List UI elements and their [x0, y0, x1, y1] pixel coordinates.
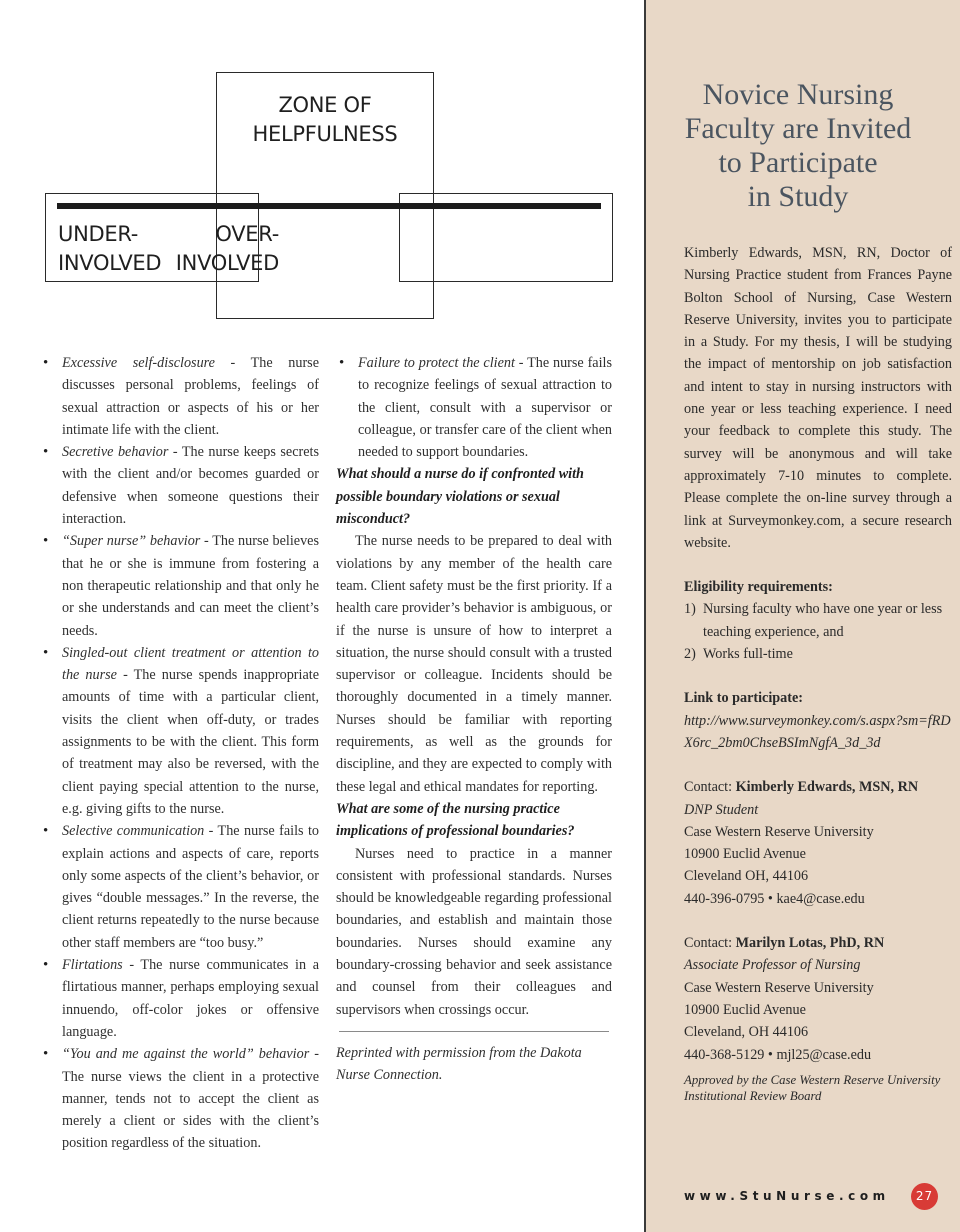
sidebar-body: [684, 242, 952, 1104]
list-item: [684, 643, 952, 665]
link-heading: Link to participate:: [684, 690, 804, 707]
question-heading: What should a nurse do if confronted with possible boundary violations or sexual misconduct?: [336, 466, 584, 528]
bullet-term: Secretive behavior: [62, 444, 169, 461]
bullet-text: The nurse keeps secrets with the client and/or becomes guarded or defensive when someone questions their interaction.: [62, 444, 320, 528]
continuum-bar: [57, 203, 601, 209]
title-line: Faculty are Invited: [684, 112, 912, 145]
contact-role: DNP Student: [684, 801, 759, 818]
contact-street: 10900 Euclid Avenue: [684, 1001, 806, 1018]
list-item: • “Super nurse” behavior - The nurse believes that he or she is immune from fostering a non therapeutic relationship and that only he or she understands and can meet the client’s needs.: [40, 530, 319, 641]
bullet-text: The nurse believes that he or she is immune from fostering a non therapeutic relationship and that only he or she understands and can meet the client’s needs.: [62, 533, 319, 639]
bullet-term: Flirtations: [62, 957, 123, 974]
reprint-credit: Reprinted with permission from the Dakota Nurse Connection.: [336, 1044, 582, 1084]
bullet-term: Failure to protect the client: [358, 355, 515, 371]
warning-signs-list: [40, 352, 319, 1155]
sidebar-title: [646, 78, 950, 214]
contact-phone-email[interactable]: 440-396-0795 • kae4@case.edu: [684, 890, 865, 907]
contact-name: Kimberly Edwards, MSN, RN: [735, 779, 919, 796]
page-number-badge: 27: [911, 1183, 938, 1210]
title-line: Novice Nursing: [702, 78, 894, 111]
item-text: Nursing faculty who have one year or less teaching experience, and: [703, 601, 943, 640]
item-number: 1): [684, 601, 696, 618]
contact-label: Contact:: [684, 935, 733, 952]
list-item: [684, 598, 952, 643]
zone-label-line2: HELPFULNESS: [252, 122, 398, 146]
contact-street: 10900 Euclid Avenue: [684, 846, 806, 863]
list-item: • Flirtations - The nurse communicates in a flirtatious manner, perhaps employing sexual innuendo, off-color jokes or offensive language.: [40, 954, 319, 1043]
list-item: • Singled-out client treatment or attention to the nurse - The nurse spends inappropriate amounts of time with a particular client, visits the client when off-duty, or trades assignments to be with the client. This form of treatment may also be reversed, with the client paying special attention to the nurse, e.g. giving gifts to the nurse.: [40, 642, 319, 820]
bullet-text: The nurse fails to explain actions and aspects of care, reports only some aspects of the client’s behavior, or gives “double messages.” In the reverse, the client returns repeatedly to the nurse because other staff members are “too busy.”: [62, 823, 319, 951]
over-label-line2: INVOLVED: [175, 251, 279, 275]
zone-label: [216, 91, 434, 149]
under-label-line2: INVOLVED: [58, 251, 162, 275]
list-item: • Failure to protect the client - The nurse fails to recognize feelings of sexual attraction to the client, consult with a supervisor or colleague, or transfer care of the client when needed to support boundaries.: [336, 352, 612, 463]
bullet-term: “Super nurse” behavior: [62, 533, 201, 550]
over-label-line1: OVER-: [215, 222, 279, 246]
survey-link[interactable]: http://www.surveymonkey.com/s.aspx?sm=fRDX6rc_2bm0ChseBSImNgfA_3d_3d: [684, 712, 951, 751]
under-label-line1: UNDER-: [58, 222, 139, 246]
bullet-text: The nurse views the client in a protective manner, tends not to accept the client as merely a client or sides with the client’s position regardless of the situation.: [62, 1068, 319, 1152]
item-number: 2): [684, 646, 696, 663]
irb-approval-note: Approved by the Case Western Reserve University Institutional Review Board: [684, 1072, 941, 1103]
question-heading: What are some of the nursing practice implications of professional boundaries?: [336, 800, 575, 840]
title-line: in Study: [747, 180, 849, 213]
bullet-term: Excessive self-disclosure: [62, 355, 215, 371]
list-item: • Selective communication - The nurse fails to explain actions and aspects of care, reports only some aspects of the client’s behavior, or gives “double messages.” In the reverse, the client returns repeatedly to the nurse because other staff members are “too busy.”: [40, 820, 319, 954]
answer-paragraph: Nurses need to practice in a manner consistent with professional standards. Nurses should be knowledgeable regarding professional boundaries, and establish and maintain those boundaries. Nurses should examine any boundary-crossing behavior and seek assistance and counsel from their colleagues and supervisors when crossings occur.: [336, 845, 612, 1018]
contact-block-1: [684, 776, 952, 910]
article-column-2: [336, 352, 612, 1087]
title-line: to Participate: [718, 146, 878, 179]
study-sidebar: [644, 0, 960, 1232]
sidebar-intro: Kimberly Edwards, MSN, RN, Doctor of Nursing Practice student from Frances Payne Bolton School of Nursing, Case Western Reserve University, invites you to participate in a Study. For my thesis, I will be studying the impact of mentorship on job satisfaction and intent to stay in nursing instructors with one year or less teaching experience. I need your feedback to complete this study. The survey will be anonymous and will take approximately 7-10 minutes to complete. Please complete the on-line survey through a link at Surveymonkey.com, a secure research website.: [684, 245, 952, 551]
bullet-text: The nurse spends inappropriate amounts of time with a particular client, visits the client when off-duty, or trades assignments to be with the client. This form of treatment may also be reversed, with the client paying special attention to the nurse, e.g. giving gifts to the nurse.: [62, 667, 319, 817]
answer-paragraph: The nurse needs to be prepared to deal with violations by any member of the health care team. Client safety must be the first priority. If a health care provider’s behavior is ambiguous, or if the nurse is unsure of how to interpret a situation, the nurse should consult with a trusted supervisor or colleague. Incidents should be thoroughly documented in a timely manner. Nurses should be familiar with reporting requirements, as well as the grounds for discipline, and they are expected to comply with these legal and ethical mandates for reporting.: [336, 533, 612, 795]
bullet-text: The nurse discusses personal problems, feelings of sexual attraction or aspects of his or her intimate life with the client.: [62, 355, 319, 438]
bullet-term: Singled-out client treatment or attention to the nurse: [62, 644, 319, 684]
contact-org: Case Western Reserve University: [684, 979, 874, 996]
footer-website[interactable]: www.StuNurse.com: [684, 1189, 890, 1203]
contact-role: Associate Professor of Nursing: [684, 957, 861, 974]
bullet-text: The nurse fails to recognize feelings of sexual attraction to the client, consult with a supervisor or colleague, or transfer care of the client when needed to support boundaries.: [358, 355, 612, 461]
list-item: • Secretive behavior - The nurse keeps secrets with the client and/or becomes guarded or defensive when someone questions their interaction.: [40, 441, 319, 530]
divider: [339, 1031, 609, 1032]
bullet-term: “You and me against the world” behavior: [62, 1046, 310, 1063]
article-column-1: [40, 352, 319, 1155]
list-item: • “You and me against the world” behavior - The nurse views the client in a protective manner, tends not to accept the client as merely a client or sides with the client’s position regardless of the situation.: [40, 1043, 319, 1154]
contact-label: Contact:: [684, 779, 733, 796]
under-involved-label: [58, 220, 161, 278]
contact-block-2: [684, 932, 952, 1066]
list-item: • Excessive self-disclosure - The nurse discusses personal problems, feelings of sexual attraction or aspects of his or her intimate life with the client.: [40, 352, 319, 441]
eligibility-heading: Eligibility requirements:: [684, 579, 833, 596]
contact-phone-email[interactable]: 440-368-5129 • mjl25@case.edu: [684, 1046, 872, 1063]
over-involved-label: [176, 220, 279, 278]
eligibility-list: [684, 598, 952, 665]
item-text: Works full-time: [703, 646, 793, 663]
bullet-text: The nurse communicates in a flirtatious manner, perhaps employing sexual innuendo, off-color jokes or offensive language.: [62, 957, 319, 1040]
contact-name: Marilyn Lotas, PhD, RN: [735, 935, 885, 952]
contact-city: Cleveland OH, 44106: [684, 868, 809, 885]
warning-signs-list-continued: [336, 352, 612, 463]
contact-org: Case Western Reserve University: [684, 823, 874, 840]
zone-label-line1: ZONE OF: [278, 93, 372, 117]
bullet-term: Selective communication: [62, 823, 205, 840]
contact-city: Cleveland, OH 44106: [684, 1024, 809, 1041]
zone-of-helpfulness-diagram: [0, 0, 640, 330]
